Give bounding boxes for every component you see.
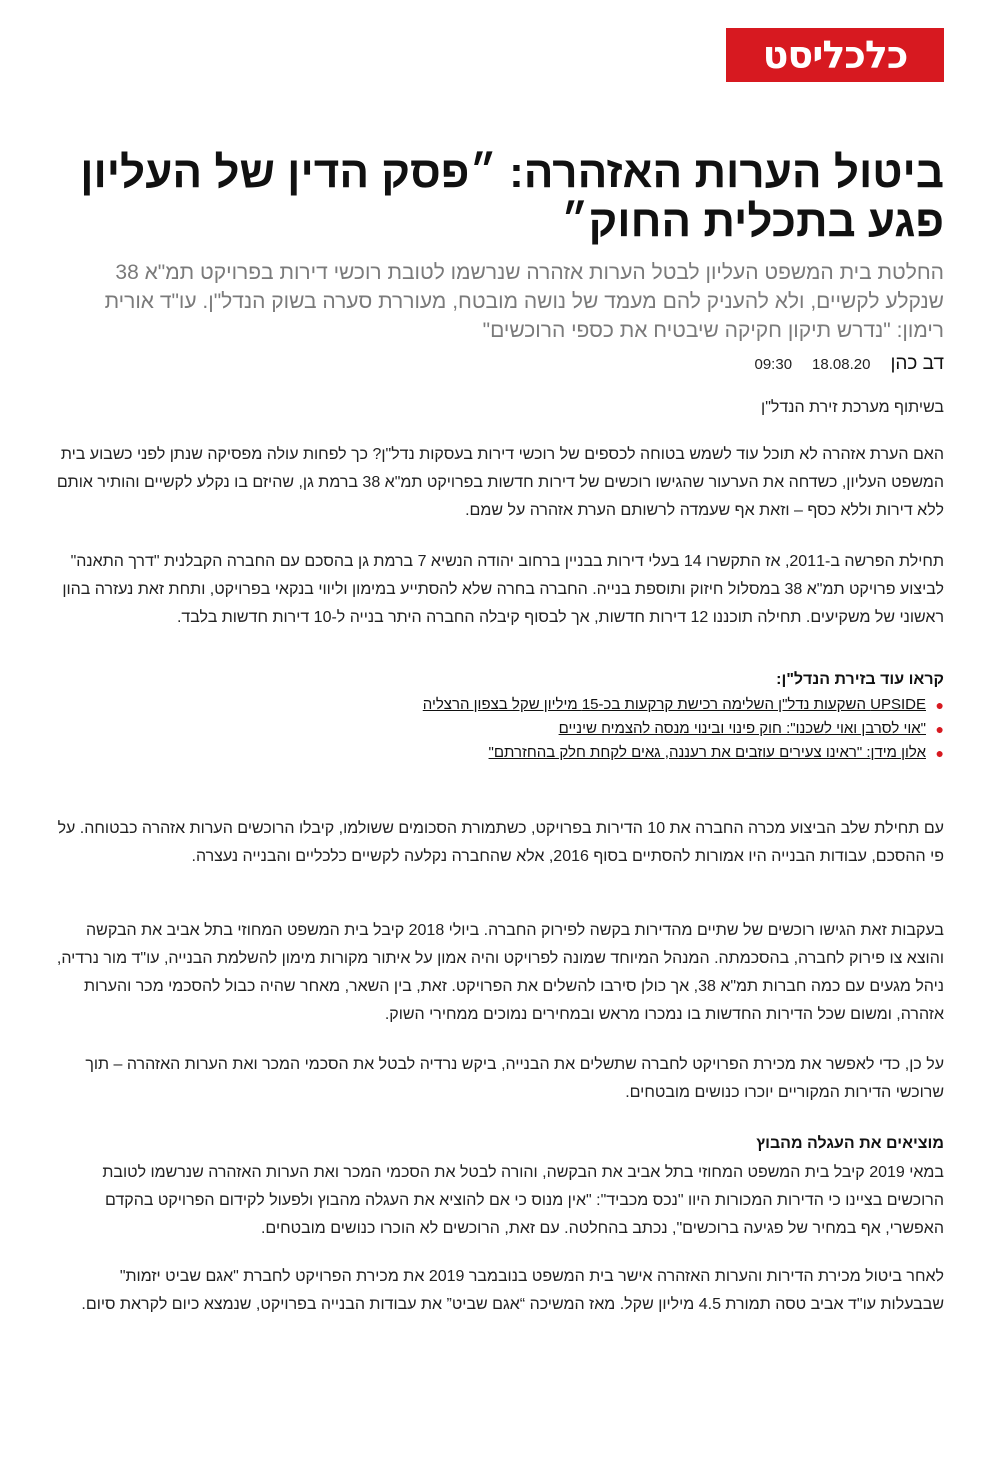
bullet-icon: ● bbox=[935, 697, 944, 713]
read-more-item bbox=[56, 717, 944, 741]
read-more-item bbox=[56, 693, 944, 717]
section-heading: מוציאים את העגלה מהבוץ bbox=[756, 1135, 944, 1152]
article-subtitle: החלטת בית המשפט העליון לבטל הערות אזהרה שנרשמו לטובת רוכשי דירות בפרויקט תמ"א 38 שנקלע לקשיים, ולא להעניק להם מעמד של נושה מובטח, מעוררת סערה בשוק הנדל"ן. עו"ד אורית רימון: "נדרש תיקון חקיקה שיבטיח את כספי הרוכשים" bbox=[104, 261, 944, 342]
byline bbox=[56, 353, 944, 375]
partner-credit: בשיתוף מערכת זירת הנדל"ן bbox=[761, 399, 944, 416]
paragraph-4: בעקבות זאת הגישו רוכשים של שתיים מהדירות בקשה לפירוק החברה. ביולי 2018 קיבל בית המשפט המחוזי בתל אביב את הבקשה והוצא צו פירוק לחברה, בהסכמתה. המנהל המיוחד שמונה לפרויקט והיה אמון על איתור מקורות מימון להשלמת הבנייה, עו"ד מור נרדיה, ניהל מגעים עם כמה חברות תמ"א 38, אך כולן סירבו להשלים את הפרויקט. זאת, בין השאר, מאחר שהיה כבול להסכמי מכר והערות אזהרה, ומשום שכל הדירות החדשות בו נמכרו מראש ובמחירים נמוכים ממחירי השוק. bbox=[56, 922, 944, 1023]
read-more-link[interactable]: אלון מידן: "ראינו צעירים עוזבים את רעננה, גאים לקחת חלק בהחזרתם" bbox=[488, 744, 926, 761]
paragraph-3: עם תחילת שלב הביצוע מכרה החברה את 10 הדירות בפרויקט, כשתמורת הסכומים ששולמו, קיבלו הרוכשים הערות אזהרה כבטוחה. על פי ההסכם, עבודות הבנייה היו אמורות להסתיים בסוף 2016, אלא שהחברה נקלעה לקשיים כלכליים והבנייה נעצרה. bbox=[57, 820, 944, 865]
paragraph-6: במאי 2019 קיבל בית המשפט המחוזי בתל אביב את הבקשה, והורה לבטל את הסכמי המכר ואת הערות האזהרה שנרשמו לטובת הרוכשים בציינו כי הדירות המכורות היוו "נכס מכביד": "אין מנוס כי אם להוציא את העגלה מהבוץ ולפעול לקידום הפרויקט בהקדם האפשרי, אף במחיר של פגיעה ברוכשים", נכתב בהחלטה. עם זאת, הרוכשים לא הוכרו כנושים מובטחים. bbox=[102, 1164, 944, 1237]
publish-time: 09:30 bbox=[754, 356, 793, 373]
read-more-link[interactable]: UPSIDE השקעות נדל"ן השלימה רכישת קרקעות בכ-15 מיליון שקל בצפון הרצליה bbox=[422, 696, 926, 713]
read-more-box bbox=[56, 667, 944, 765]
bullet-icon: ● bbox=[935, 745, 944, 761]
bullet-icon: ● bbox=[935, 721, 944, 737]
read-more-list bbox=[56, 693, 944, 765]
paragraph-5: על כן, כדי לאפשר את מכירת הפרויקט לחברה שתשלים את הבנייה, ביקש נרדיה לבטל את הסכמי המכר ואת הערות האזהרה – תוך שרוכשי הדירות המקוריים יוכרו כנושים מובטחים. bbox=[85, 1056, 944, 1101]
author-name[interactable]: דב כהן bbox=[890, 353, 944, 374]
paragraph-2: תחילת הפרשה ב-2011, אז התקשרו 14 בעלי דירות בבניין ברחוב יהודה הנשיא 7 ברמת גן בהסכם עם החברה הקבלנית "דרך התאנה" לביצוע פרויקט תמ"א 38 במסלול חיזוק ותוספת בנייה. החברה בחרה שלא להסתייע במימון וליווי בנקאי בפרויקט, ותחת זאת נעזרה בהון ראשוני של משקיעים. תחילה תוכננו 12 דירות חדשות, אך לבסוף קיבלה החברה היתר בנייה ל-10 דירות חדשות בלבד. bbox=[62, 553, 944, 626]
article-content bbox=[56, 148, 944, 1319]
calcalist-logo[interactable]: כלכליסט bbox=[726, 28, 944, 82]
read-more-link[interactable]: "אוי לסרבן ואוי לשכנו": חוק פינוי ובינוי מנסה להצמיח שיניים bbox=[558, 720, 926, 737]
paragraph-1: האם הערת אזהרה לא תוכל עוד לשמש בטוחה לכספים של רוכשי דירות בעסקות נדל"ן? כך לפחות עולה מפסיקה שנתן לפני כשבוע בית המשפט העליון, כשדחה את הערעור שהגישו רוכשים של דירות חדשות בפרויקט תמ"א 38 ברמת גן, שהיזם בו נקלע לקשיים והותיר אותם ללא דירות וללא כסף – וזאת אף שעמדה לרשותם הערת אזהרה על שמם. bbox=[56, 446, 944, 519]
paragraph-7: לאחר ביטול מכירת הדירות והערות האזהרה אישר בית המשפט בנובמבר 2019 את מכירת הפרויקט לחברת "אגם שביט יזמות" שבבעלות עו"ד אביב טסה תמורת 4.5 מיליון שקל. מאז המשיכה “אגם שביט” את עבודות הבנייה בפרויקט, שנמצא כיום לקראת סיום. bbox=[81, 1268, 944, 1313]
read-more-title: קראו עוד בזירת הנדל"ן: bbox=[776, 671, 944, 688]
article-title: ביטול הערות האזהרה: ״פסק הדין של העליון פגע בתכלית החוק״ bbox=[80, 148, 944, 246]
read-more-item bbox=[56, 741, 944, 765]
publish-date: 18.08.20 bbox=[812, 356, 871, 373]
